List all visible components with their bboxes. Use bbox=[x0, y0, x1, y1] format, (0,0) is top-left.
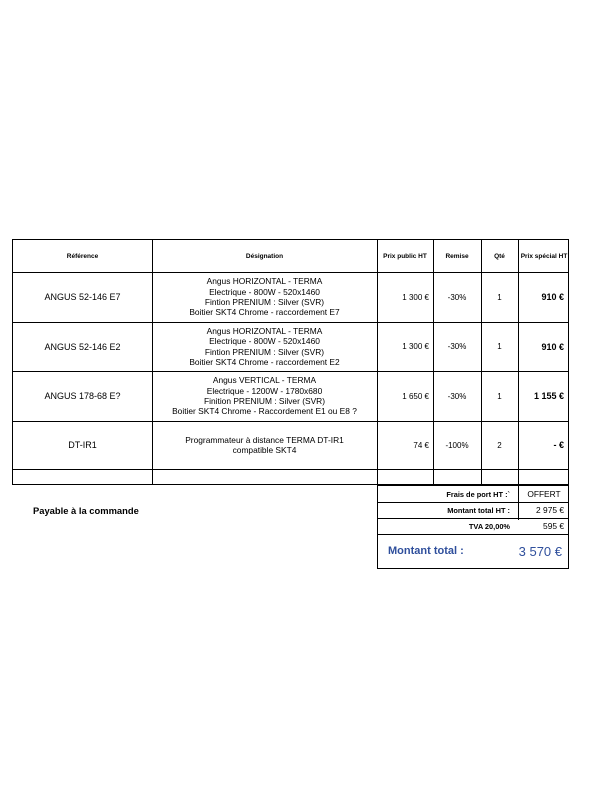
tva-value: 595 € bbox=[543, 521, 564, 531]
header-reference: Référence bbox=[66, 252, 99, 260]
row-4-designation bbox=[152, 421, 377, 469]
row-3-qte: 1 bbox=[497, 391, 502, 401]
header-qte: Qté bbox=[494, 252, 505, 260]
row-3-reference: ANGUS 178-68 E? bbox=[44, 391, 121, 401]
grand-total-label: Montant total : bbox=[388, 545, 464, 557]
row-4-remise: -100% bbox=[445, 440, 469, 450]
designation-line: Programmateur à distance TERMA DT-IR1 bbox=[185, 434, 344, 445]
row-1-prix-special: 910 € bbox=[541, 292, 564, 302]
designation-line: compatible SKT4 bbox=[232, 445, 297, 455]
row-3-designation bbox=[152, 371, 377, 421]
designation-line: Angus VERTICAL - TERMA bbox=[212, 375, 317, 386]
tva-label: TVA 20,00% bbox=[468, 521, 510, 531]
header-prix-special: Prix spécial HT bbox=[520, 252, 568, 260]
designation-line: Boitier SKT4 Chrome - raccordement E2 bbox=[189, 356, 340, 367]
totals-table bbox=[377, 485, 569, 569]
subtotal-value: 2 975 € bbox=[536, 505, 564, 515]
designation-line: Angus HORIZONTAL - TERMA bbox=[206, 276, 323, 287]
row-2-reference: ANGUS 52-146 E2 bbox=[44, 341, 121, 352]
row-4-qte: 2 bbox=[497, 440, 502, 450]
row-1-designation bbox=[152, 272, 377, 322]
payable-note: Payable à la commande bbox=[33, 505, 139, 516]
row-2-remise: -30% bbox=[447, 342, 467, 351]
row-2-qte: 1 bbox=[497, 342, 502, 351]
header-prix-public: Prix public HT bbox=[383, 252, 427, 260]
designation-line: Boitier SKT4 Chrome - Raccordement E1 ou E8 ? bbox=[172, 406, 357, 417]
row-2-prix-public: 1 300 € bbox=[402, 342, 429, 351]
header-remise: Remise bbox=[445, 252, 469, 260]
row-2-prix-special: 910 € bbox=[541, 341, 564, 352]
designation-line: Fintion PRENIUM : Silver (SVR) bbox=[204, 297, 325, 307]
row-4-prix-special: - € bbox=[553, 440, 564, 450]
designation-line: Electrique - 1200W - 1780x680 bbox=[206, 385, 323, 396]
header-designation: Désignation bbox=[245, 252, 284, 260]
row-1-qte: 1 bbox=[497, 292, 502, 302]
row-4-prix-public: 74 € bbox=[413, 440, 429, 450]
items-table bbox=[12, 239, 569, 485]
row-2-designation bbox=[152, 322, 377, 371]
grand-total-value: 3 570 € bbox=[518, 543, 562, 559]
designation-line: Fintion PRENIUM : Silver (SVR) bbox=[204, 346, 325, 357]
row-1-reference: ANGUS 52-146 E7 bbox=[44, 292, 121, 302]
row-3-prix-special: 1 155 € bbox=[533, 391, 564, 401]
row-1-remise: -30% bbox=[447, 292, 467, 302]
row-1-prix-public: 1 300 € bbox=[402, 292, 429, 302]
designation-line: Electrique - 800W - 520x1460 bbox=[209, 336, 320, 347]
designation-line: Electrique - 800W - 520x1460 bbox=[209, 286, 320, 297]
subtotal-label: Montant total HT : bbox=[447, 505, 510, 515]
row-4-reference: DT-IR1 bbox=[68, 440, 97, 450]
designation-line: Finition PRENIUM : Silver (SVR) bbox=[204, 396, 325, 406]
shipping-label: Frais de port HT :` bbox=[446, 489, 510, 499]
designation-line: Angus HORIZONTAL - TERMA bbox=[206, 325, 323, 336]
row-3-prix-public: 1 650 € bbox=[402, 391, 429, 401]
shipping-value: OFFERT bbox=[527, 489, 561, 499]
row-3-remise: -30% bbox=[447, 391, 467, 401]
designation-line: Boitier SKT4 Chrome - raccordement E7 bbox=[189, 307, 340, 318]
